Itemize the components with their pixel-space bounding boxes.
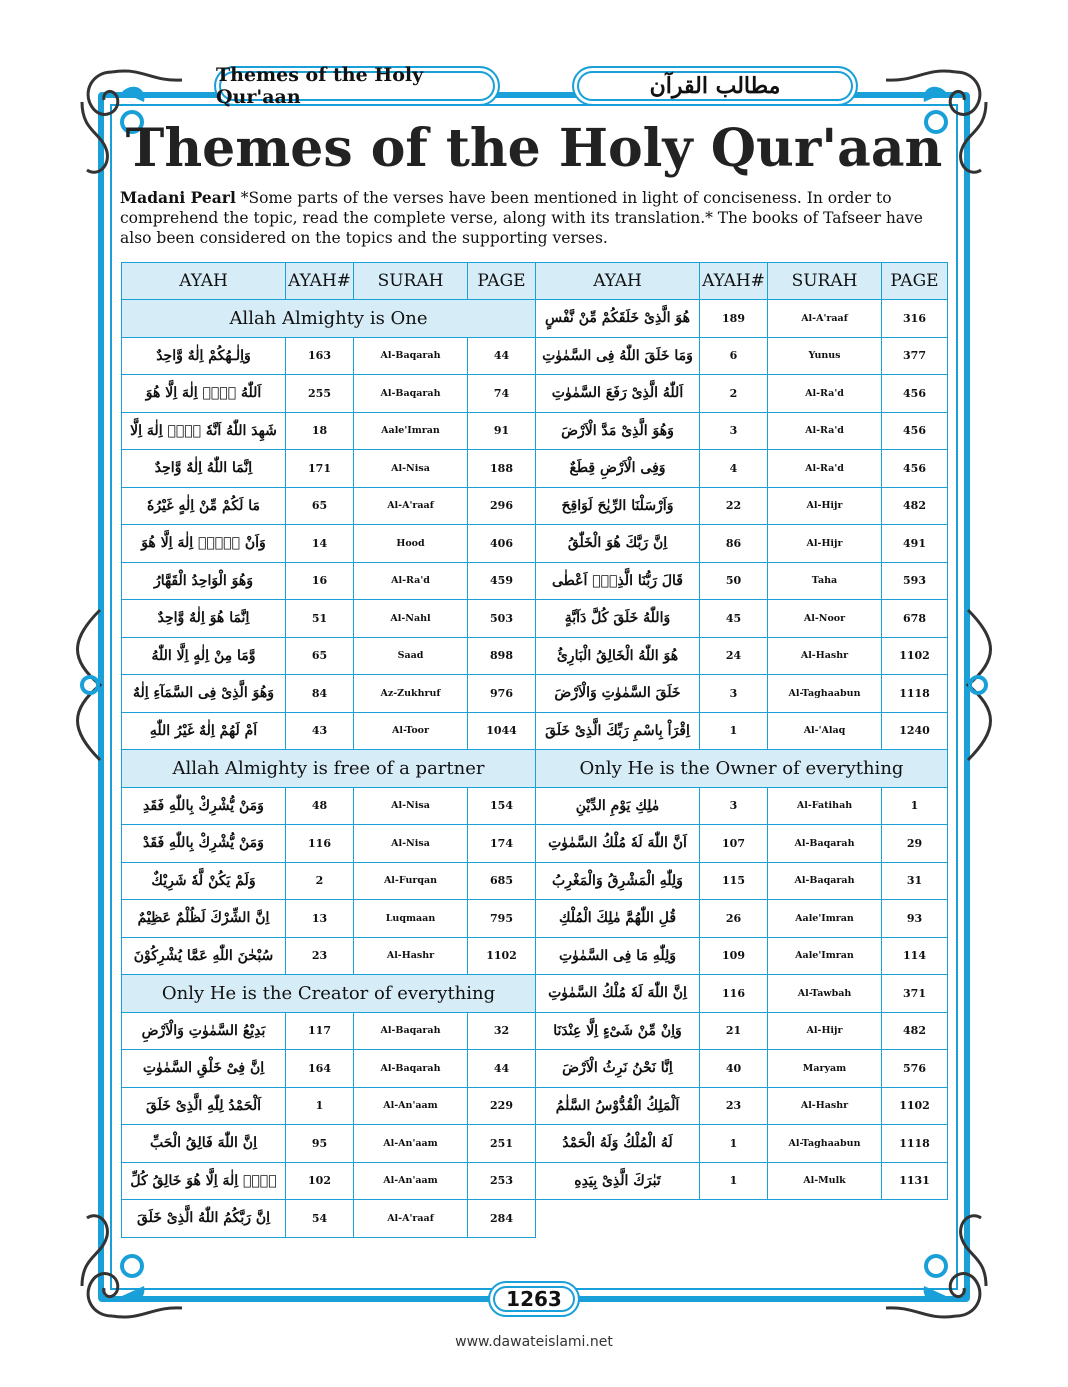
page-cell: 678 <box>882 600 948 638</box>
ayah-number-cell: 1 <box>700 1125 768 1163</box>
surah-cell: Al-Baqarah <box>354 375 468 413</box>
ayah-cell: خَلَقَ السَّمٰوٰتِ وَالْاَرْضَ <box>536 675 700 713</box>
surah-cell: Al-Nisa <box>354 787 468 825</box>
page-cell: 44 <box>468 1050 536 1088</box>
ayah-number-cell: 1 <box>700 1162 768 1200</box>
page-cell: 188 <box>468 450 536 488</box>
surah-cell: Al-An'aam <box>354 1087 468 1125</box>
page-cell: 93 <box>882 900 948 938</box>
table-row <box>122 1050 948 1088</box>
table-row <box>122 337 948 375</box>
ayah-number-cell: 86 <box>700 525 768 563</box>
ayah-cell: اَلْحَمْدُ لِلّٰهِ الَّذِیْ خَلَقَ <box>122 1087 286 1125</box>
column-header: SURAH <box>768 263 882 300</box>
table-row <box>122 750 948 788</box>
surah-cell: Al-Ra'd <box>354 562 468 600</box>
column-header: PAGE <box>468 263 536 300</box>
page-cell: 31 <box>882 862 948 900</box>
page-number: 1263 <box>488 1281 580 1317</box>
ayah-number-cell: 16 <box>286 562 354 600</box>
ayah-number-cell: 171 <box>286 450 354 488</box>
ayah-number-cell: 18 <box>286 412 354 450</box>
page-cell: 459 <box>468 562 536 600</box>
page-cell: 898 <box>468 637 536 675</box>
page-cell: 482 <box>882 1012 948 1050</box>
header-title-urdu: مطالب القرآن <box>572 66 858 106</box>
ayah-number-cell: 3 <box>700 412 768 450</box>
column-header: PAGE <box>882 263 948 300</box>
surah-cell: Al-Hashr <box>768 637 882 675</box>
intro-note <box>120 188 952 248</box>
page-cell: 482 <box>882 487 948 525</box>
ayah-number-cell: 1 <box>286 1087 354 1125</box>
column-header: AYAH <box>122 263 286 300</box>
table-row <box>122 450 948 488</box>
section-heading: Allah Almighty is free of a partner <box>122 750 536 788</box>
page-cell: 1118 <box>882 1125 948 1163</box>
ayah-cell: وَاللّٰهُ خَلَقَ كُلَّ دَآبَّةٍ <box>536 600 700 638</box>
ayah-cell: اِنَّا نَحْنُ نَرِثُ الْاَرْضَ <box>536 1050 700 1088</box>
table-row <box>122 900 948 938</box>
ayah-cell: اَمْ لَهُمْ اِلٰهٌ غَیْرُ اللّٰهِ <box>122 712 286 750</box>
page-cell: 32 <box>468 1012 536 1050</box>
table-row <box>122 525 948 563</box>
surah-cell: Al-Hijr <box>768 1012 882 1050</box>
ayah-cell: وَّمَا مِنْ اِلٰهٍ اِلَّا اللّٰهُ <box>122 637 286 675</box>
table-row <box>122 712 948 750</box>
surah-cell: Al-Baqarah <box>768 862 882 900</box>
surah-cell: Al-Ra'd <box>768 450 882 488</box>
page-cell: 229 <box>468 1087 536 1125</box>
page-cell: 74 <box>468 375 536 413</box>
surah-cell: Yunus <box>768 337 882 375</box>
surah-cell: Al-Baqarah <box>354 1050 468 1088</box>
ayah-cell: وَاِنْ مِّنْ شَیْءٍ اِلَّا عِنْدَنَا <box>536 1012 700 1050</box>
ayah-number-cell: 116 <box>700 975 768 1013</box>
section-heading: Allah Almighty is One <box>122 300 536 338</box>
ayah-cell: وَهُوَ الَّذِیْ مَدَّ الْاَرْضَ <box>536 412 700 450</box>
table-row <box>122 375 948 413</box>
ayah-number-cell: 65 <box>286 637 354 675</box>
table-row <box>122 562 948 600</box>
ayah-number-cell: 23 <box>700 1087 768 1125</box>
table-body <box>122 300 948 1238</box>
ayah-cell: وَاَنْ لَّاۤ اِلٰهَ اِلَّا هُوَ <box>122 525 286 563</box>
surah-cell: Al-Nisa <box>354 825 468 863</box>
column-header: SURAH <box>354 263 468 300</box>
surah-cell: Al-Baqarah <box>354 1012 468 1050</box>
ayah-cell: شَهِدَ اللّٰهُ اَنَّهٗ لَاۤ اِلٰهَ اِلَّا <box>122 412 286 450</box>
surah-cell: Al-Nisa <box>354 450 468 488</box>
ayah-cell: وَهُوَ الْوَاحِدُ الْقَهَّارُ <box>122 562 286 600</box>
ayah-number-cell: 1 <box>700 712 768 750</box>
surah-cell: Al-Mulk <box>768 1162 882 1200</box>
ayah-cell: وَمَنْ یُّشْرِكْ بِاللّٰهِ فَقَدْ <box>122 825 286 863</box>
table-row <box>122 1200 948 1238</box>
surah-cell: Aale'Imran <box>354 412 468 450</box>
ayah-cell: وَلَمْ یَكُنْ لَّهٗ شَرِیْكٌ <box>122 862 286 900</box>
ayah-number-cell: 107 <box>700 825 768 863</box>
ayah-cell: اِنَّ رَبَّكُمُ اللّٰهُ الَّذِیْ خَلَقَ <box>122 1200 286 1238</box>
surah-cell: Luqmaan <box>354 900 468 938</box>
ayah-cell: اِقْرَاْ بِاسْمِ رَبِّكَ الَّذِیْ خَلَقَ <box>536 712 700 750</box>
page-cell: 316 <box>882 300 948 338</box>
page-cell: 685 <box>468 862 536 900</box>
surah-cell: Saad <box>354 637 468 675</box>
page-cell: 1102 <box>882 1087 948 1125</box>
surah-cell: Al-An'aam <box>354 1162 468 1200</box>
page-cell: 976 <box>468 675 536 713</box>
page-cell: 1118 <box>882 675 948 713</box>
ayah-number-cell: 26 <box>700 900 768 938</box>
ayah-cell: مٰلِكِ یَوْمِ الدِّیْنِ <box>536 787 700 825</box>
table-row <box>122 825 948 863</box>
ayah-cell: اِنَّ الشِّرْكَ لَظُلْمٌ عَظِیْمٌ <box>122 900 286 938</box>
ayah-number-cell: 255 <box>286 375 354 413</box>
surah-cell: Al-A'raaf <box>354 1200 468 1238</box>
surah-cell: Al-Hashr <box>768 1087 882 1125</box>
ayah-number-cell: 109 <box>700 937 768 975</box>
ayah-number-cell: 45 <box>700 600 768 638</box>
table-row <box>122 1012 948 1050</box>
page-cell: 593 <box>882 562 948 600</box>
page-cell: 1102 <box>882 637 948 675</box>
surah-cell: Al-Ra'd <box>768 412 882 450</box>
page-cell: 1044 <box>468 712 536 750</box>
ayah-number-cell: 23 <box>286 937 354 975</box>
surah-cell: Aale'Imran <box>768 900 882 938</box>
page-cell: 1 <box>882 787 948 825</box>
surah-cell: Taha <box>768 562 882 600</box>
ayah-cell: وَهُوَ الَّذِیْ فِی السَّمَآءِ اِلٰهٌ <box>122 675 286 713</box>
ayah-cell: وَاَرْسَلْنَا الرِّیٰحَ لَوَاقِحَ <box>536 487 700 525</box>
ayah-cell: بَدِیْعُ السَّمٰوٰتِ وَالْاَرْضِ <box>122 1012 286 1050</box>
ayah-cell: وَلِلّٰهِ مَا فِی السَّمٰوٰتِ <box>536 937 700 975</box>
ayah-number-cell: 115 <box>700 862 768 900</box>
ayah-cell: تَبٰرَكَ الَّذِیْ بِیَدِهِ <box>536 1162 700 1200</box>
table-row <box>122 637 948 675</box>
ayah-number-cell: 14 <box>286 525 354 563</box>
page-cell: 377 <box>882 337 948 375</box>
ayah-number-cell: 40 <box>700 1050 768 1088</box>
ayah-number-cell: 50 <box>700 562 768 600</box>
surah-cell: Al-An'aam <box>354 1125 468 1163</box>
surah-cell: Al-Furqan <box>354 862 468 900</box>
surah-cell: Al-Noor <box>768 600 882 638</box>
page-cell: 91 <box>468 412 536 450</box>
ayah-cell: اَنَّ اللّٰهَ لَهٗ مُلْكُ السَّمٰوٰتِ <box>536 825 700 863</box>
table-row <box>122 1162 948 1200</box>
footer-url: www.dawateislami.net <box>455 1334 613 1350</box>
side-ornament-icon <box>948 600 1008 770</box>
page-cell: 1240 <box>882 712 948 750</box>
side-ornament-icon <box>60 600 120 770</box>
ayah-number-cell: 102 <box>286 1162 354 1200</box>
ayah-cell: مَا لَكُمْ مِّنْ اِلٰهٍ غَیْرُهٗ <box>122 487 286 525</box>
ayah-cell: وَمَنْ یُّشْرِكْ بِاللّٰهِ فَقَدِ <box>122 787 286 825</box>
ayah-number-cell: 95 <box>286 1125 354 1163</box>
ayah-cell: وَاِلٰـهُكُمْ اِلٰهٌ وَّاحِدٌ <box>122 337 286 375</box>
table-row <box>122 787 948 825</box>
surah-cell: Al-Taghaabun <box>768 675 882 713</box>
themes-table <box>121 262 948 1238</box>
table-row <box>122 675 948 713</box>
page-cell: 456 <box>882 450 948 488</box>
ayah-cell: اِنَّ فِیْ خَلْقِ السَّمٰوٰتِ <box>122 1050 286 1088</box>
page-cell: 1131 <box>882 1162 948 1200</box>
page-cell: 456 <box>882 375 948 413</box>
ayah-cell: اِنَّ اللّٰهَ فَالِقُ الْحَبِّ <box>122 1125 286 1163</box>
table-row <box>122 412 948 450</box>
ayah-number-cell: 3 <box>700 675 768 713</box>
page-cell: 576 <box>882 1050 948 1088</box>
ayah-cell: لَاۤ اِلٰهَ اِلَّا هُوَ خَالِقُ كُلِّ <box>122 1162 286 1200</box>
column-header: AYAH# <box>700 263 768 300</box>
column-header: AYAH# <box>286 263 354 300</box>
ayah-cell: اِنَّ رَبَّكَ هُوَ الْخَلّٰقُ <box>536 525 700 563</box>
ayah-number-cell: 2 <box>700 375 768 413</box>
ayah-cell: هُوَ اللّٰهُ الْخَالِقُ الْبَارِئُ <box>536 637 700 675</box>
surah-cell: Al-Baqarah <box>768 825 882 863</box>
surah-cell: Al-A'raaf <box>354 487 468 525</box>
surah-cell: Al-A'raaf <box>768 300 882 338</box>
ayah-cell: قُلِ اللّٰهُمَّ مٰلِكَ الْمُلْكِ <box>536 900 700 938</box>
ayah-number-cell: 65 <box>286 487 354 525</box>
surah-cell: Al-Toor <box>354 712 468 750</box>
ayah-cell: اَللّٰهُ الَّذِیْ رَفَعَ السَّمٰوٰتِ <box>536 375 700 413</box>
ayah-cell: هُوَ الَّذِیْ خَلَقَكُمْ مِّنْ نَّفْسٍ <box>536 300 700 338</box>
table-row <box>122 600 948 638</box>
table-row <box>122 1125 948 1163</box>
page-cell: 154 <box>468 787 536 825</box>
section-heading: Only He is the Creator of everything <box>122 975 536 1013</box>
table-row <box>122 862 948 900</box>
ayah-number-cell: 116 <box>286 825 354 863</box>
surah-cell: Al-Hijr <box>768 525 882 563</box>
surah-cell: Al-Taghaabun <box>768 1125 882 1163</box>
surah-cell: Al-Baqarah <box>354 337 468 375</box>
column-header: AYAH <box>536 263 700 300</box>
ayah-number-cell: 84 <box>286 675 354 713</box>
ayah-cell: اِنَّمَا اللّٰهُ اِلٰهٌ وَّاحِدٌ <box>122 450 286 488</box>
table-row <box>122 1087 948 1125</box>
intro-label: Madani Pearl <box>120 188 236 207</box>
surah-cell: Al-Fatihah <box>768 787 882 825</box>
ayah-cell: وَلِلّٰهِ الْمَشْرِقُ وَالْمَغْرِبُ <box>536 862 700 900</box>
ayah-cell: اَللّٰهُ لَاۤ اِلٰهَ اِلَّا هُوَ <box>122 375 286 413</box>
page-cell: 44 <box>468 337 536 375</box>
ayah-number-cell: 6 <box>700 337 768 375</box>
ayah-cell: وَفِی الْاَرْضِ قِطَعٌ <box>536 450 700 488</box>
table-header-row <box>122 263 948 300</box>
ayah-number-cell: 24 <box>700 637 768 675</box>
page-cell: 253 <box>468 1162 536 1200</box>
ayah-number-cell: 43 <box>286 712 354 750</box>
surah-cell: Al-Nahl <box>354 600 468 638</box>
section-heading: Only He is the Owner of everything <box>536 750 948 788</box>
ayah-cell: قَالَ رَبُّنَا الَّذِیْۤ اَعْطٰى <box>536 562 700 600</box>
ayah-cell: سُبْحٰنَ اللّٰهِ عَمَّا یُشْرِكُوْنَ <box>122 937 286 975</box>
surah-cell: Al-Hashr <box>354 937 468 975</box>
surah-cell: Al-Tawbah <box>768 975 882 1013</box>
ayah-number-cell: 4 <box>700 450 768 488</box>
page-cell: 114 <box>882 937 948 975</box>
ayah-number-cell: 51 <box>286 600 354 638</box>
page-cell: 371 <box>882 975 948 1013</box>
surah-cell: Maryam <box>768 1050 882 1088</box>
ayah-cell: اِنَّمَا هُوَ اِلٰهٌ وَّاحِدٌ <box>122 600 286 638</box>
ayah-number-cell: 22 <box>700 487 768 525</box>
ayah-number-cell: 21 <box>700 1012 768 1050</box>
ayah-number-cell: 13 <box>286 900 354 938</box>
page-cell: 503 <box>468 600 536 638</box>
surah-cell: Hood <box>354 525 468 563</box>
intro-text: *Some parts of the verses have been mentioned in light of conciseness. In order to comprehend the topic, read the complete verse, along with its translation.* The books of Tafseer have also been considered on the topics and the supporting verses. <box>120 189 923 247</box>
surah-cell: Az-Zukhruf <box>354 675 468 713</box>
ayah-cell: وَمَا خَلَقَ اللّٰهُ فِی السَّمٰوٰتِ <box>536 337 700 375</box>
page-cell: 1102 <box>468 937 536 975</box>
ayah-number-cell: 2 <box>286 862 354 900</box>
empty-cell <box>536 1200 948 1238</box>
page-cell: 491 <box>882 525 948 563</box>
page-title: Themes of the Holy Qur'aan <box>125 118 943 179</box>
surah-cell: Aale'Imran <box>768 937 882 975</box>
ayah-number-cell: 117 <box>286 1012 354 1050</box>
table-row <box>122 975 948 1013</box>
table-row <box>122 300 948 338</box>
table-row <box>122 937 948 975</box>
table-row <box>122 487 948 525</box>
ayah-number-cell: 189 <box>700 300 768 338</box>
ayah-number-cell: 163 <box>286 337 354 375</box>
ayah-cell: اِنَّ اللّٰهَ لَهٗ مُلْكُ السَّمٰوٰتِ <box>536 975 700 1013</box>
ayah-number-cell: 48 <box>286 787 354 825</box>
surah-cell: Al-'Alaq <box>768 712 882 750</box>
page-cell: 284 <box>468 1200 536 1238</box>
page-cell: 251 <box>468 1125 536 1163</box>
page-cell: 795 <box>468 900 536 938</box>
page-cell: 174 <box>468 825 536 863</box>
page-cell: 29 <box>882 825 948 863</box>
header-title-english: Themes of the Holy Qur'aan <box>214 66 500 106</box>
ayah-cell: لَهُ الْمُلْكُ وَلَهُ الْحَمْدُ <box>536 1125 700 1163</box>
page-cell: 406 <box>468 525 536 563</box>
ayah-number-cell: 164 <box>286 1050 354 1088</box>
ayah-number-cell: 54 <box>286 1200 354 1238</box>
ayah-number-cell: 3 <box>700 787 768 825</box>
page-cell: 296 <box>468 487 536 525</box>
surah-cell: Al-Ra'd <box>768 375 882 413</box>
ayah-cell: اَلْمَلِكُ الْقُدُّوْسُ السَّلٰمُ <box>536 1087 700 1125</box>
page-cell: 456 <box>882 412 948 450</box>
surah-cell: Al-Hijr <box>768 487 882 525</box>
